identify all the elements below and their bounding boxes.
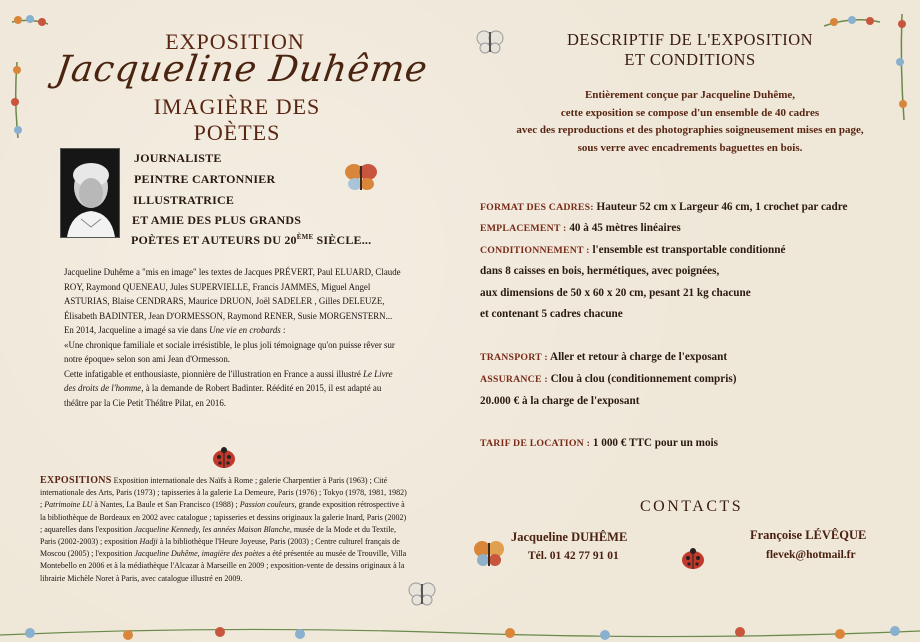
contacts-heading: CONTACTS [640,498,744,515]
contact1-phone[interactable]: Tél. 01 42 77 91 01 [528,550,619,562]
spec-transport: TRANSPORT : Aller et retour à charge de l'exposant [480,351,728,363]
flower-border [0,605,920,642]
artist-signature: Jacqueline Duhême [53,49,431,90]
flower-icon [10,8,50,34]
exhibition-intro: Entièrement conçue par Jacqueline Duhême, cette exposition se compose d'un ensemble de 40 cadres avec des reproductions et des photographies soigneusement mises en page, sous verre avec encadrements baguettes en bois. [516,89,864,154]
butterfly-icon [475,28,505,56]
butterfly-icon [407,580,437,608]
role-line: PEINTRE CARTONNIER [134,172,276,186]
spec-line: 20.000 € à la charge de l'exposant [480,395,640,407]
expositions-heading: EXPOSITIONS [40,475,112,486]
biography-text [64,265,404,410]
spec-line: aux dimensions de 50 x 60 x 20 cm, pesant 21 kg chacune [480,287,751,299]
flower-icon [822,8,882,36]
spec-line: et contenant 5 cadres chacune [480,308,623,320]
exhibition-subtitle: IMAGIÈRE DES POÈTES [153,94,321,145]
butterfly-icon [343,160,379,194]
butterfly-icon [472,538,506,570]
spec-emplacement: EMPLACEMENT : 40 à 45 mètres linéaires [480,222,681,234]
role-line: JOURNALISTE [134,151,222,165]
contact1-name: Jacqueline DUHÊME [511,530,628,544]
contact2-name: Françoise LÉVÊQUE [750,528,867,542]
contact2-email[interactable]: flevek@hotmail.fr [766,549,856,561]
ladybug-icon [679,547,707,571]
spec-conditionnement: CONDITIONNEMENT : l'ensemble est transportable conditionné [480,244,786,256]
bio-quote: «Une chronique familiale et sociale irrésistible, le plus joli témoignage qu'on puisse rêver sur notre époque» selon son ami Jean d'Ormesson. [64,339,395,364]
flower-icon [890,12,914,122]
spec-format: FORMAT DES CADRES: Hauteur 52 cm x Largeur 46 cm, 1 crochet par cadre [480,201,848,213]
expositions-list: EXPOSITIONS Exposition internationale des Naïfs à Rome ; galerie Charpentier à Paris (1963) ; Cité internationale des Arts, Paris (1973) ; tapisseries à la galerie La Demeure, Paris (1976) ; Tokyo (1978, 1981, 1982) ; Patrimoine LU à Nantes, La Baule et San Francisco (1988) ; Passion couleurs, grande exposition rétrospective à la bibliothèque de Bordeaux en 2002 avec catalogue ; tapisseries et dessins originaux la galerie Inard, Paris (2002) ; aquarelles dans l'exposition Jacqueline Kennedy, les années Maison Blanche, musée de la Mode et du Textile, Paris (2002-2003) ; exposition Hadji à la bibliothèque l'Heure Joyeuse, Paris (2003) ; Centre culturel français de Moscou (2005) ; l'exposition Jacqueline Duhême, imagière des poètes a été présentée au musée de Trouville, Villa Montebello en 2006 et à la médiathèque l'Alcazar à Marseille en 2009 ; exposition-vente de dessins originaux à la librairie Michèle Noret à Paris, avec catalogue illustré en 2009. [40,475,407,583]
role-line: POÈTES ET AUTEURS DU 20ÈME SIÈCLE... [131,233,372,247]
spec-line: dans 8 caisses en bois, hermétiques, avec poignées, [480,265,720,277]
exhibition-title-top: EXPOSITION [165,29,305,54]
role-line: ET AMIE DES PLUS GRANDS [132,213,302,227]
ladybug-icon [210,446,238,470]
flower-icon [6,60,28,140]
role-line: ILLUSTRATRICE [133,193,235,207]
spec-assurance: ASSURANCE : Clou à clou (conditionnement compris) [480,373,737,385]
spec-tarif: TARIF DE LOCATION : 1 000 € TTC pour un mois [480,437,718,449]
artist-portrait-photo [60,148,120,238]
bio-paragraph: Jacqueline Duhême a "mis en image" les textes de Jacques PRÉVERT, Paul ELUARD, Claude ROY, Raymond QUENEAU, Jules SUPERVIELLE, Francis JAMMES, Miguel Angel ASTURIAS, Blaise CENDRARS, Maurice DRUON, Joël SADELER , Gilles DELEUZE, Élisabeth BADINTER, Jean D'ORMESSON, Raymond RENER, Susie MORGENSTERN... [64,267,401,321]
descriptive-title: DESCRIPTIF DE L'EXPOSITION ET CONDITIONS [566,30,814,69]
bio-paragraph: Cette infatigable et enthousiaste, pionnière de l'illustration en France a aussi illustré Le Livre des droits de l'homme, à la demande de Robert Badinter. Réédité en 2015, il est adapté au théâtre par la Cie Petit Théâtre Pilat, en 2016. [64,368,393,408]
bio-paragraph: En 2014, Jacqueline a imagé sa vie dans Une vie en crobards : [64,325,286,335]
